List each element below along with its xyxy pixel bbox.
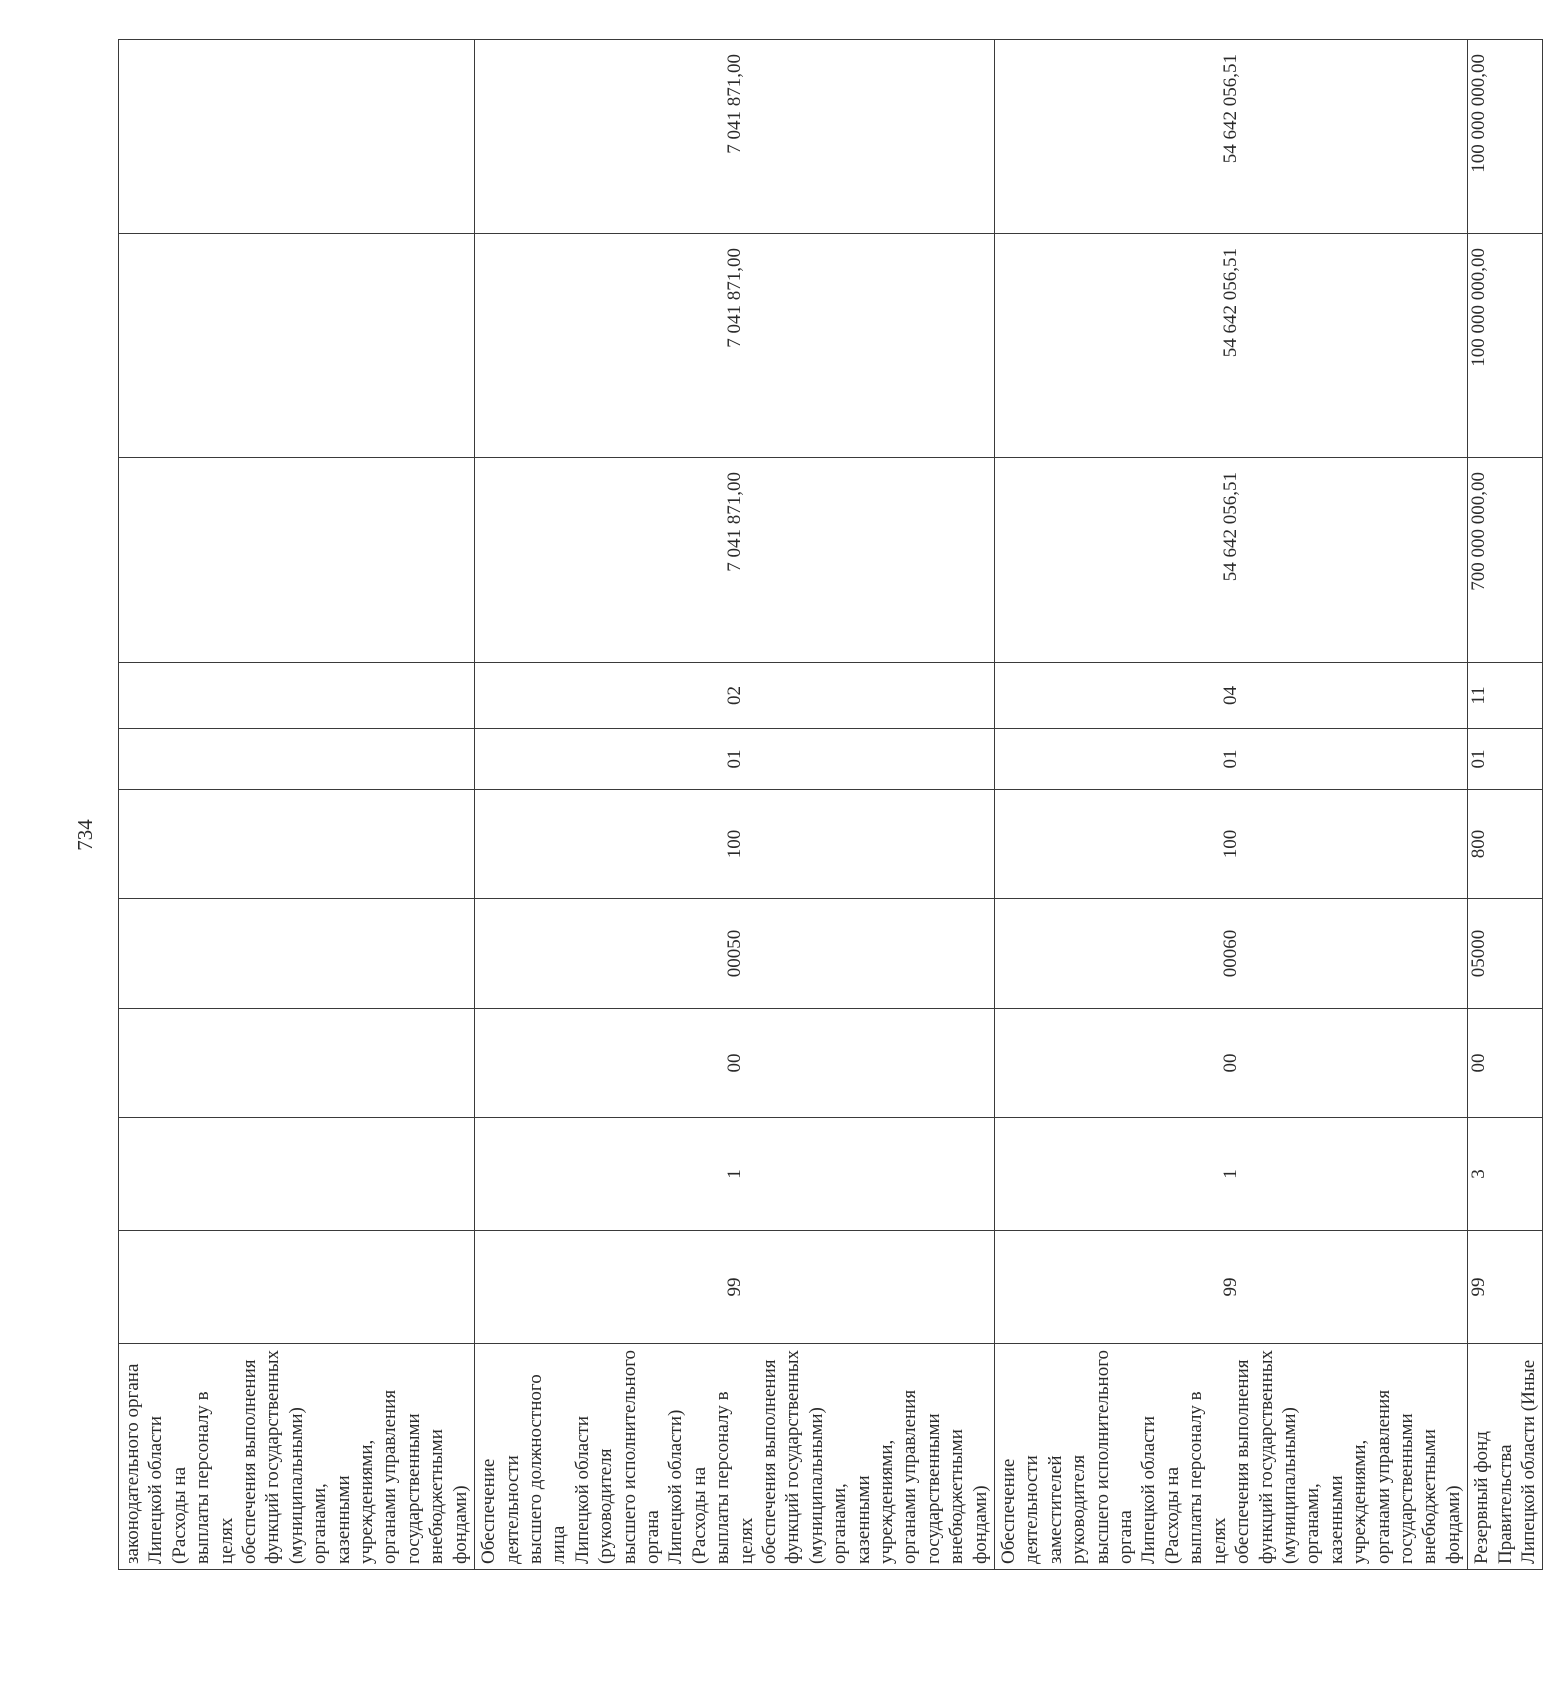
desc-line: внебюджетными фондами): [426, 1429, 471, 1564]
subsection-code: 02: [475, 663, 995, 729]
program-code: 99: [1468, 1231, 1543, 1344]
desc-line: Липецкой области (руководителя: [571, 1415, 617, 1564]
direction-code: 00050: [475, 899, 995, 1009]
row-description: [1468, 1344, 1543, 1570]
desc-line: органами управления: [899, 1389, 921, 1564]
desc-line: Липецкой области (Расходы на: [1138, 1415, 1183, 1564]
desc-line: внебюджетными фондами): [1419, 1429, 1464, 1564]
section-code: 01: [995, 729, 1468, 790]
desc-line: (муниципальными) органами,: [805, 1407, 851, 1564]
rotated-table-container: [118, 40, 1539, 1570]
section-code: 01: [475, 729, 995, 790]
desc-line: функций государственных: [782, 1349, 804, 1564]
main-event-code: 00: [1468, 1009, 1543, 1118]
desc-line: государственными: [922, 1413, 944, 1564]
amount-year-1: 7 041 871,00: [475, 458, 995, 663]
desc-line: выплаты персоналу в целях: [1185, 1391, 1230, 1564]
subprogram-code: [119, 1118, 475, 1231]
direction-code: 05000: [1468, 899, 1543, 1009]
amount-year-3: 100 000 000,00: [1468, 40, 1543, 234]
desc-line: законодательного органа: [122, 1363, 143, 1564]
desc-line: высшего исполнительного органа: [1091, 1349, 1137, 1564]
desc-line: (муниципальными) органами,: [1278, 1407, 1324, 1564]
desc-line: Резервный фонд Правительства: [1471, 1431, 1516, 1564]
desc-line: выплаты персоналу в целях: [192, 1391, 237, 1564]
budget-table: [118, 39, 1543, 1570]
amount-year-1: 700 000 000,00: [1468, 458, 1543, 663]
subsection-code: [119, 663, 475, 729]
expense-type-code: 100: [475, 790, 995, 899]
subsection-code: 11: [1468, 663, 1543, 729]
row-description: [475, 1344, 995, 1570]
desc-line: обеспечения выполнения: [758, 1359, 780, 1564]
desc-line: Липецкой области (Расходы на: [145, 1415, 190, 1564]
desc-line: выплаты персоналу в целях: [712, 1391, 757, 1564]
amount-year-1: 54 642 056,51: [995, 458, 1468, 663]
desc-line: высшего должностного лица: [524, 1374, 570, 1564]
desc-line: Обеспечение деятельности: [478, 1455, 523, 1564]
desc-line: казенными учреждениями,: [852, 1439, 897, 1564]
desc-line: органами управления: [1372, 1389, 1394, 1564]
main-event-code: 00: [475, 1009, 995, 1118]
desc-line: казенными учреждениями,: [332, 1439, 378, 1564]
amount-year-2: 7 041 871,00: [475, 234, 995, 458]
subprogram-code: 1: [475, 1118, 995, 1231]
desc-line: казенными учреждениями,: [1325, 1439, 1371, 1564]
program-code: 99: [995, 1231, 1468, 1344]
main-event-code: [119, 1009, 475, 1118]
direction-code: [119, 899, 475, 1009]
row-description: [119, 1344, 475, 1570]
amount-year-3: [119, 40, 475, 234]
desc-line: государственными: [1395, 1413, 1417, 1564]
amount-year-3: 7 041 871,00: [475, 40, 995, 234]
desc-line: государственными: [402, 1413, 424, 1564]
amount-year-1: [119, 458, 475, 663]
table-row: [119, 40, 475, 1570]
desc-line: высшего исполнительного органа: [618, 1349, 663, 1564]
subsection-code: 04: [995, 663, 1468, 729]
desc-line: внебюджетными фондами): [946, 1429, 991, 1564]
table-row: [995, 40, 1468, 1570]
desc-line: функций государственных: [262, 1349, 284, 1564]
desc-line: Липецкой области) (Расходы на: [665, 1409, 710, 1564]
section-code: [119, 729, 475, 790]
desc-line: функций государственных: [1255, 1349, 1277, 1564]
desc-line: заместителей руководителя: [1044, 1454, 1090, 1564]
desc-line: обеспечения выполнения: [239, 1359, 261, 1564]
desc-line: Обеспечение деятельности: [998, 1455, 1043, 1564]
expense-type-code: 800: [1468, 790, 1543, 899]
amount-year-3: 54 642 056,51: [995, 40, 1468, 234]
expense-type-code: [119, 790, 475, 899]
expense-type-code: 100: [995, 790, 1468, 899]
row-description: [995, 1344, 1468, 1570]
desc-line: обеспечения выполнения: [1232, 1359, 1254, 1564]
desc-line: Липецкой области (Иные: [1517, 1359, 1539, 1564]
subprogram-code: 3: [1468, 1118, 1543, 1231]
direction-code: 00060: [995, 899, 1468, 1009]
section-code: 01: [1468, 729, 1543, 790]
table-row: [475, 40, 995, 1570]
desc-line: органами управления: [379, 1389, 401, 1564]
amount-year-2: 100 000 000,00: [1468, 234, 1543, 458]
table-row: [1468, 40, 1543, 1570]
subprogram-code: 1: [995, 1118, 1468, 1231]
main-event-code: 00: [995, 1009, 1468, 1118]
page-number: 734: [73, 819, 97, 851]
amount-year-2: [119, 234, 475, 458]
program-code: [119, 1231, 475, 1344]
program-code: 99: [475, 1231, 995, 1344]
amount-year-2: 54 642 056,51: [995, 234, 1468, 458]
desc-line: (муниципальными) органами,: [285, 1407, 331, 1564]
